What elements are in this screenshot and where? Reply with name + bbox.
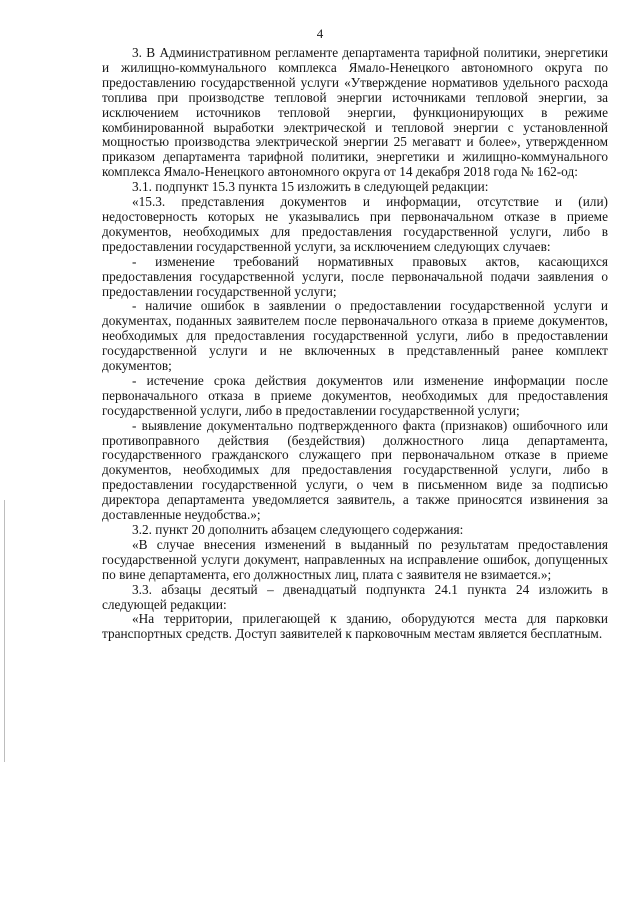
paragraph-3-2-heading: 3.2. пункт 20 дополнить абзацем следующего содержания: [132, 522, 464, 537]
paragraph-15-3-text: «15.3. представления документов и информации, отсутствие и (или) недостоверность которых не указывались при первоначальном отказе в приеме документов, необходимых для предоставления государственной услуги, либо в предоставлении государственной услуги, за исключением следующих случаев: [102, 194, 608, 254]
list-item-errors-in-application: - наличие ошибок в заявлении о предоставлении государственной услуги и документах, поданных заявителем после первоначального отказа в приеме документов, необходимых для предоставления государственной услуги, либо в предоставлении государственной услуги и не включенных в представленный ранее комплект документов; [102, 298, 608, 374]
page-number: 4 [316, 26, 324, 41]
list-item-document-expiry: - истечение срока действия документов или изменение информации после первоначального отказа в приеме документов, необходимых для предоставления государственной услуги, либо в предоставлении государственной услуги; [102, 372, 608, 418]
document-body [102, 46, 608, 642]
list-item-official-error: - выявление документально подтвержденного факта (признаков) ошибочного или противоправного действия (бездействия) должностного лица департамента, государственного гражданского служащего при первоначальном отказе в приеме документов, необходимых для предоставления государственной услуги, либо в предоставлении государственной услуги, о чем в письменном виде за подписью директора департамента уведомляется заявитель, а также приносятся извинения за доставленные неудобства.»; [102, 417, 608, 523]
list-item-requirements-change: - изменение требований нормативных правовых актов, касающихся предоставления государственной услуги, после первоначальной подачи заявления о предоставлении государственной услуги; [102, 253, 608, 299]
paragraph-3-1-heading: 3.1. подпункт 15.3 пункта 15 изложить в следующей редакции: [132, 179, 489, 195]
paragraph-3-2-text: «В случае внесения изменений в выданный по результатам предоставления государственной услуги документ, направленных на исправление ошибок, допущенных по вине департамента, его должностных лиц, плата с заявителя не взимается.»; [102, 536, 608, 582]
scan-edge-line [4, 500, 5, 762]
paragraph-3-3-text: «На территории, прилегающей к зданию, оборудуются места для парковки транспортных средств. Доступ заявителей к парковочным местам является бесплатным. [102, 611, 608, 642]
paragraph-3-intro: 3. В Административном регламенте департамента тарифной политики, энергетики и жилищно-коммунального комплекса Ямало-Ненецкого автономного округа по предоставлению государственной услуги «Утверждение нормативов удельного расхода топлива при производстве тепловой энергии источниками тепловой энергии, за исключением источников тепловой энергии, функционирующих в режиме комбинированной выработки электрической и тепловой энергии с установленной мощностью производства электрической энергии 25 мегаватт и более», утвержденном приказом департамента тарифной политики, энергетики и жилищно-коммунального комплекса Ямало-Ненецкого автономного округа от 14 декабря 2018 года № 162-од: [102, 45, 608, 180]
paragraph-3-3-heading: 3.3. абзацы десятый – двенадцатый подпункта 24.1 пункта 24 изложить в следующей редакции: [102, 581, 608, 612]
